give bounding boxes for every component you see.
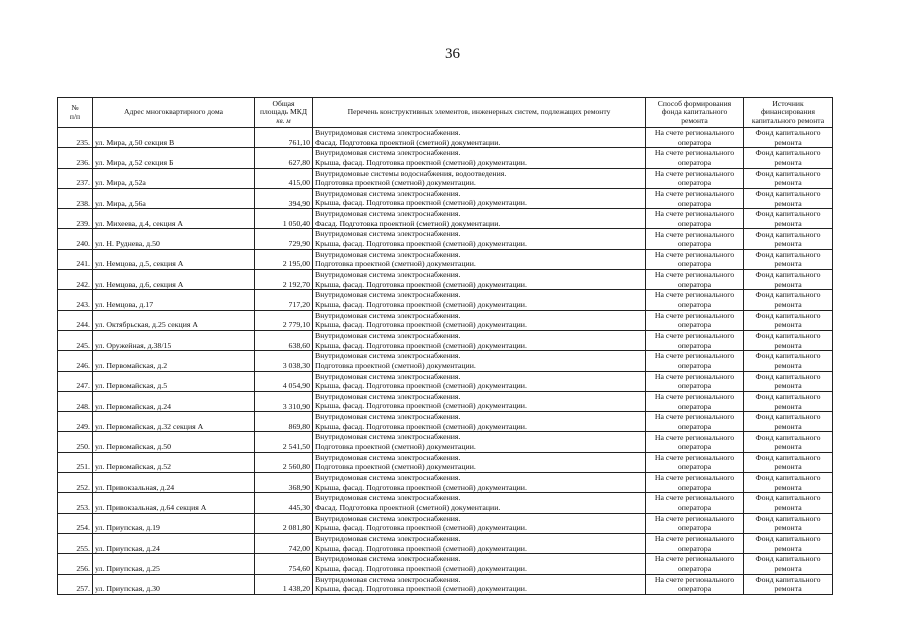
table-row [58, 493, 833, 513]
row-works: Внутридомовая система электроснабжения. Крыша, фасад. Подготовка проектной (сметной) документации. [313, 473, 646, 493]
row-address: ул. Привокзальная, д.64 секция А [93, 493, 255, 513]
row-works: Внутридомовая система электроснабжения. Крыша, фасад. Подготовка проектной (сметной) документации. [313, 330, 646, 350]
row-address: ул. Октябрьская, д.25 секция А [93, 310, 255, 330]
row-source: Фонд капитального ремонта [744, 128, 833, 148]
row-address: ул. Первомайская, д.5 [93, 371, 255, 391]
row-source: Фонд капитального ремонта [744, 270, 833, 290]
row-method: На счете регионального оператора [646, 229, 744, 249]
row-method: На счете регионального оператора [646, 128, 744, 148]
row-area: 4 054,90 [255, 371, 313, 391]
row-number: 239. [58, 209, 93, 229]
row-source: Фонд капитального ремонта [744, 330, 833, 350]
row-area: 2 541,50 [255, 432, 313, 452]
row-source: Фонд капитального ремонта [744, 310, 833, 330]
row-address: ул. Михеева, д.4, секция А [93, 209, 255, 229]
table-row [58, 249, 833, 269]
row-method: На счете регионального оператора [646, 513, 744, 533]
page-number: 36 [445, 46, 460, 62]
row-source: Фонд капитального ремонта [744, 412, 833, 432]
row-number: 243. [58, 290, 93, 310]
table-body [58, 128, 833, 595]
row-address: ул. Немцова, д.5, секция А [93, 249, 255, 269]
row-method: На счете регионального оператора [646, 209, 744, 229]
header-area-unit: кв. м [276, 116, 291, 125]
row-source: Фонд капитального ремонта [744, 188, 833, 208]
row-address: ул. Мира, д.52 секция Б [93, 148, 255, 168]
row-works: Внутридомовая система электроснабжения. Крыша, фасад. Подготовка проектной (сметной) документации. [313, 513, 646, 533]
table-row [58, 270, 833, 290]
row-number: 248. [58, 391, 93, 411]
table-row [58, 168, 833, 188]
row-works: Внутридомовая система электроснабжения. Крыша, фасад. Подготовка проектной (сметной) документации. [313, 188, 646, 208]
table-row [58, 513, 833, 533]
row-source: Фонд капитального ремонта [744, 229, 833, 249]
row-number: 253. [58, 493, 93, 513]
header-num: № п/п [58, 98, 93, 128]
row-number: 255. [58, 533, 93, 553]
row-works: Внутридомовая система электроснабжения. Крыша, фасад. Подготовка проектной (сметной) документации. [313, 533, 646, 553]
row-number: 250. [58, 432, 93, 452]
row-address: ул. Приупская, д.19 [93, 513, 255, 533]
row-source: Фонд капитального ремонта [744, 351, 833, 371]
row-method: На счете регионального оператора [646, 412, 744, 432]
row-area: 368,90 [255, 473, 313, 493]
row-address: ул. Мира, д.52а [93, 168, 255, 188]
row-address: ул. Приупская, д.25 [93, 554, 255, 574]
row-method: На счете регионального оператора [646, 290, 744, 310]
row-source: Фонд капитального ремонта [744, 391, 833, 411]
row-method: На счете регионального оператора [646, 432, 744, 452]
row-method: На счете регионального оператора [646, 168, 744, 188]
row-works: Внутридомовая система электроснабжения. Крыша, фасад. Подготовка проектной (сметной) документации. [313, 574, 646, 594]
row-area: 729,90 [255, 229, 313, 249]
row-area: 1 438,20 [255, 574, 313, 594]
row-works: Внутридомовая система электроснабжения. Крыша, фасад. Подготовка проектной (сметной) документации. [313, 554, 646, 574]
table-row [58, 229, 833, 249]
row-source: Фонд капитального ремонта [744, 432, 833, 452]
row-address: ул. Первомайская, д.2 [93, 351, 255, 371]
row-works: Внутридомовая система электроснабжения. Фасад. Подготовка проектной (сметной) документации. [313, 209, 646, 229]
row-area: 445,30 [255, 493, 313, 513]
row-number: 252. [58, 473, 93, 493]
row-works: Внутридомовая система электроснабжения. Подготовка проектной (сметной) документации. [313, 452, 646, 472]
row-address: ул. Мира, д.50 секция В [93, 128, 255, 148]
row-source: Фонд капитального ремонта [744, 574, 833, 594]
repair-program-table [57, 97, 833, 595]
header-method: Способ формирования фонда капитального ремонта [646, 98, 744, 128]
row-works: Внутридомовая система электроснабжения. Крыша, фасад. Подготовка проектной (сметной) документации. [313, 391, 646, 411]
row-address: ул. Первомайская, д.32 секция А [93, 412, 255, 432]
row-works: Внутридомовая система электроснабжения. Подготовка проектной (сметной) документации. [313, 249, 646, 269]
row-number: 242. [58, 270, 93, 290]
table-row [58, 330, 833, 350]
row-method: На счете регионального оператора [646, 148, 744, 168]
header-source: Источник финансирования капитального ремонта [744, 98, 833, 128]
table-row [58, 290, 833, 310]
table-row [58, 554, 833, 574]
row-area: 761,10 [255, 128, 313, 148]
row-address: ул. Немцова, д.17 [93, 290, 255, 310]
row-area: 2 195,00 [255, 249, 313, 269]
row-number: 247. [58, 371, 93, 391]
table-row [58, 533, 833, 553]
row-method: На счете регионального оператора [646, 310, 744, 330]
row-area: 717,20 [255, 290, 313, 310]
header-address: Адрес многоквартирного дома [93, 98, 255, 128]
row-number: 251. [58, 452, 93, 472]
row-source: Фонд капитального ремонта [744, 452, 833, 472]
table-row [58, 391, 833, 411]
row-method: На счете регионального оператора [646, 473, 744, 493]
row-works: Внутридомовые системы водоснабжения, водоотведения. Подготовка проектной (сметной) документации. [313, 168, 646, 188]
row-source: Фонд капитального ремонта [744, 148, 833, 168]
header-works: Перечень конструктивных элементов, инженерных систем, подлежащих ремонту [313, 98, 646, 128]
row-works: Внутридомовая система электроснабжения. Подготовка проектной (сметной) документации. [313, 432, 646, 452]
table-row [58, 432, 833, 452]
row-works: Внутридомовая система электроснабжения. Фасад. Подготовка проектной (сметной) документации. [313, 128, 646, 148]
row-area: 2 192,70 [255, 270, 313, 290]
row-works: Внутридомовая система электроснабжения. Крыша, фасад. Подготовка проектной (сметной) документации. [313, 148, 646, 168]
row-area: 3 038,30 [255, 351, 313, 371]
table-row [58, 310, 833, 330]
row-address: ул. Н. Руднева, д.50 [93, 229, 255, 249]
row-works: Внутридомовая система электроснабжения. Крыша, фасад. Подготовка проектной (сметной) документации. [313, 412, 646, 432]
row-number: 241. [58, 249, 93, 269]
row-number: 245. [58, 330, 93, 350]
table-row [58, 452, 833, 472]
row-works: Внутридомовая система электроснабжения. Подготовка проектной (сметной) документации. [313, 351, 646, 371]
row-address: ул. Приупская, д.24 [93, 533, 255, 553]
row-works: Внутридомовая система электроснабжения. Крыша, фасад. Подготовка проектной (сметной) документации. [313, 270, 646, 290]
table-header-row [58, 98, 833, 128]
row-number: 240. [58, 229, 93, 249]
row-method: На счете регионального оператора [646, 533, 744, 553]
row-area: 415,00 [255, 168, 313, 188]
row-method: На счете регионального оператора [646, 270, 744, 290]
row-source: Фонд капитального ремонта [744, 168, 833, 188]
row-source: Фонд капитального ремонта [744, 493, 833, 513]
table-row [58, 574, 833, 594]
header-area: Общая площадь МКД кв. м [255, 98, 313, 128]
row-source: Фонд капитального ремонта [744, 209, 833, 229]
row-address: ул. Оружейная, д.38/15 [93, 330, 255, 350]
row-address: ул. Привокзальная, д.24 [93, 473, 255, 493]
row-area: 1 050,40 [255, 209, 313, 229]
row-source: Фонд капитального ремонта [744, 473, 833, 493]
row-address: ул. Первомайская, д.50 [93, 432, 255, 452]
row-method: На счете регионального оператора [646, 188, 744, 208]
row-source: Фонд капитального ремонта [744, 513, 833, 533]
row-area: 2 779,10 [255, 310, 313, 330]
row-number: 244. [58, 310, 93, 330]
row-address: ул. Мира, д.56а [93, 188, 255, 208]
row-area: 869,80 [255, 412, 313, 432]
row-area: 394,90 [255, 188, 313, 208]
row-area: 742,00 [255, 533, 313, 553]
row-address: ул. Приупская, д.30 [93, 574, 255, 594]
row-source: Фонд капитального ремонта [744, 371, 833, 391]
row-number: 236. [58, 148, 93, 168]
row-method: На счете регионального оператора [646, 351, 744, 371]
row-method: На счете регионального оператора [646, 249, 744, 269]
table-row [58, 128, 833, 148]
row-number: 246. [58, 351, 93, 371]
table-row [58, 351, 833, 371]
row-works: Внутридомовая система электроснабжения. Крыша, фасад. Подготовка проектной (сметной) документации. [313, 371, 646, 391]
row-method: На счете регионального оператора [646, 452, 744, 472]
row-number: 256. [58, 554, 93, 574]
row-area: 754,60 [255, 554, 313, 574]
row-method: На счете регионального оператора [646, 554, 744, 574]
row-method: На счете регионального оператора [646, 493, 744, 513]
row-address: ул. Первомайская, д.24 [93, 391, 255, 411]
table-row [58, 412, 833, 432]
row-method: На счете регионального оператора [646, 330, 744, 350]
row-source: Фонд капитального ремонта [744, 533, 833, 553]
row-address: ул. Немцова, д.6, секция А [93, 270, 255, 290]
row-number: 257. [58, 574, 93, 594]
row-address: ул. Первомайская, д.52 [93, 452, 255, 472]
row-source: Фонд капитального ремонта [744, 554, 833, 574]
table-row [58, 371, 833, 391]
row-area: 627,80 [255, 148, 313, 168]
row-area: 2 081,80 [255, 513, 313, 533]
row-method: На счете регионального оператора [646, 391, 744, 411]
table-row [58, 473, 833, 493]
row-works: Внутридомовая система электроснабжения. Крыша, фасад. Подготовка проектной (сметной) документации. [313, 229, 646, 249]
row-number: 249. [58, 412, 93, 432]
table-row [58, 209, 833, 229]
table-row [58, 148, 833, 168]
row-method: На счете регионального оператора [646, 574, 744, 594]
row-number: 237. [58, 168, 93, 188]
table-row [58, 188, 833, 208]
row-area: 3 310,90 [255, 391, 313, 411]
row-number: 254. [58, 513, 93, 533]
row-works: Внутридомовая система электроснабжения. Крыша, фасад. Подготовка проектной (сметной) документации. [313, 310, 646, 330]
row-area: 638,60 [255, 330, 313, 350]
row-source: Фонд капитального ремонта [744, 290, 833, 310]
row-source: Фонд капитального ремонта [744, 249, 833, 269]
row-number: 235. [58, 128, 93, 148]
row-works: Внутридомовая система электроснабжения. Крыша, фасад. Подготовка проектной (сметной) документации. [313, 290, 646, 310]
row-area: 2 560,80 [255, 452, 313, 472]
row-number: 238. [58, 188, 93, 208]
row-method: На счете регионального оператора [646, 371, 744, 391]
row-works: Внутридомовая система электроснабжения. Фасад. Подготовка проектной (сметной) документации. [313, 493, 646, 513]
